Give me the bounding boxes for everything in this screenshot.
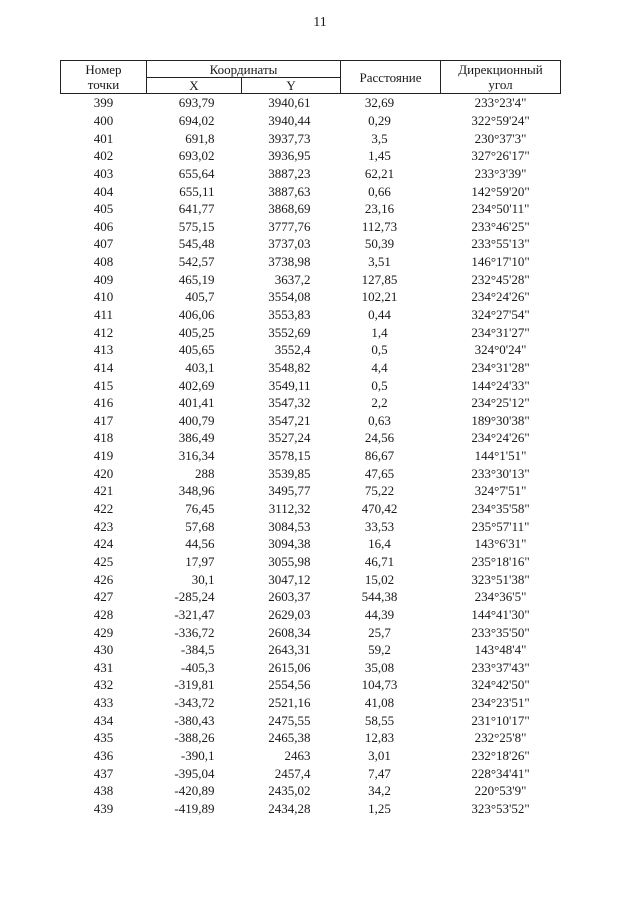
table-row [61,306,561,324]
header-y: Y [242,78,341,94]
cell-distance: 59,2 [368,642,391,658]
cell-y: 2629,03 [268,606,311,622]
cell-bearing: 234°24'26" [471,289,530,305]
cell-point-number: 427 [93,589,114,605]
table-row [61,588,561,606]
cell-y: 3940,44 [268,112,311,128]
cell-bearing: 144°24'33" [471,377,530,393]
cell-bearing: 234°35'58" [471,501,530,517]
cell-x: 693,02 [178,148,215,164]
cell-distance: 15,02 [364,571,395,587]
table-row [61,676,561,694]
table-row [61,165,561,183]
cell-x: 400,79 [178,412,215,428]
table-row [61,464,561,482]
cell-x: 405,25 [178,324,215,340]
cell-bearing: 233°35'50" [471,624,530,640]
cell-y: 2643,31 [268,642,311,658]
table-row [61,570,561,588]
table-row [61,376,561,394]
table-row [61,288,561,306]
cell-x: 57,68 [185,518,215,534]
cell-point-number: 429 [93,624,114,640]
cell-distance: 34,2 [368,783,391,799]
cell-distance: 32,69 [364,95,395,111]
cell-x: -420,89 [174,783,215,799]
cell-x: 401,41 [178,395,215,411]
cell-y: 3777,76 [268,218,311,234]
cell-bearing: 144°1'51" [474,448,527,464]
cell-distance: 102,21 [361,289,398,305]
cell-bearing: 233°46'25" [471,218,530,234]
cell-point-number: 439 [93,800,114,816]
cell-distance: 112,73 [361,218,398,234]
table-row [61,500,561,518]
cell-bearing: 232°18'26" [471,748,530,764]
cell-bearing: 233°37'43" [471,659,530,675]
cell-point-number: 418 [93,430,114,446]
header-bearing [441,61,561,94]
cell-y: 3553,83 [268,307,311,322]
cell-x: 386,49 [178,430,215,446]
cell-bearing: 323°53'52" [471,800,530,816]
cell-point-number: 434 [93,712,114,728]
cell-bearing: 189°30'38" [471,412,530,428]
cell-point-number: 411 [93,307,114,322]
cell-point-number: 402 [93,148,114,164]
cell-point-number: 428 [93,606,114,622]
cell-y: 2603,37 [268,589,311,605]
cell-y: 3578,15 [268,448,311,464]
table-row [61,341,561,359]
cell-y: 3547,32 [268,395,311,411]
cell-distance: 35,08 [364,659,395,675]
cell-bearing: 324°0'24" [474,342,527,358]
table-row [61,729,561,747]
cell-y: 2554,56 [268,677,311,693]
cell-distance: 46,71 [364,553,395,569]
cell-bearing: 232°25'8" [474,730,527,746]
table-row [61,764,561,782]
cell-y: 2608,34 [268,624,311,640]
cell-x: 405,7 [185,289,215,305]
cell-y: 3548,82 [268,359,311,375]
cell-point-number: 413 [93,342,114,358]
cell-y: 2463 [284,748,311,764]
cell-point-number: 433 [93,695,114,711]
cell-x: -388,26 [174,730,215,746]
cell-x: -419,89 [174,800,215,816]
table-row [61,747,561,765]
cell-distance: 3,51 [368,254,391,270]
cell-distance: 86,67 [364,448,395,464]
cell-distance: 104,73 [361,677,398,693]
cell-y: 3539,85 [268,465,311,481]
cell-point-number: 412 [93,324,114,340]
cell-point-number: 415 [93,377,114,393]
cell-point-number: 438 [93,783,114,799]
cell-bearing: 233°23'4" [474,95,527,111]
cell-point-number: 430 [93,642,114,658]
table-row [61,641,561,659]
cell-y: 2457,4 [274,765,311,781]
table-row [61,253,561,271]
table-row [61,694,561,712]
cell-x: 288 [195,465,215,481]
table-row [61,235,561,253]
cell-point-number: 421 [93,483,114,499]
cell-point-number: 403 [93,165,114,181]
cell-x: 575,15 [178,218,215,234]
table-row [61,359,561,377]
cell-point-number: 417 [93,412,114,428]
cell-point-number: 406 [93,218,114,234]
cell-y: 3554,08 [268,289,311,305]
cell-distance: 24,56 [364,430,395,446]
cell-point-number: 416 [93,395,114,411]
cell-point-number: 414 [93,359,114,375]
cell-x: 17,97 [185,553,215,569]
cell-y: 2615,06 [268,659,311,675]
cell-x: -380,43 [174,712,215,728]
cell-bearing: 233°30'13" [471,465,530,481]
cell-distance: 7,47 [368,765,391,781]
cell-point-number: 407 [93,236,114,252]
cell-distance: 44,39 [364,606,395,622]
cell-y: 2434,28 [268,800,311,816]
cell-y: 3868,69 [268,201,311,217]
table-row [61,553,561,571]
table-row [61,535,561,553]
cell-y: 3495,77 [268,483,311,499]
cell-bearing: 233°3'39" [474,165,527,181]
cell-x: 403,1 [185,359,215,375]
cell-y: 2435,02 [268,783,311,799]
cell-point-number: 437 [93,765,114,781]
cell-distance: 23,16 [364,201,395,217]
cell-bearing: 324°42'50" [471,677,530,693]
cell-point-number: 422 [93,501,114,517]
table-row [61,394,561,412]
cell-distance: 33,53 [364,518,395,534]
cell-y: 3936,95 [268,148,311,164]
cell-x: 405,65 [178,342,215,358]
cell-point-number: 432 [93,677,114,693]
cell-point-number: 436 [93,748,114,764]
cell-y: 3094,38 [268,536,311,552]
cell-x: 44,56 [185,536,215,552]
cell-bearing: 322°59'24" [471,112,530,128]
cell-y: 3737,03 [268,236,311,252]
cell-bearing: 324°7'51" [474,483,527,499]
cell-distance: 41,08 [364,695,395,711]
cell-distance: 16,4 [368,536,391,552]
table-row [61,200,561,218]
table-row [61,447,561,465]
cell-y: 3084,53 [268,518,311,534]
cell-y: 3112,32 [268,501,311,517]
header-point-number [61,61,147,94]
table-row [61,517,561,535]
cell-distance: 0,44 [368,307,391,322]
header-bearing-line2: угол [488,77,513,92]
cell-bearing: 235°18'16" [471,553,530,569]
cell-point-number: 431 [93,659,114,675]
table-body [61,94,561,818]
cell-x: -285,24 [174,589,215,605]
cell-x: 694,02 [178,112,215,128]
cell-y: 3047,12 [268,571,311,587]
table-row [61,711,561,729]
cell-distance: 12,83 [364,730,395,746]
cell-x: 693,79 [178,95,215,111]
cell-y: 2521,16 [268,695,311,711]
table-row [61,217,561,235]
cell-x: -395,04 [174,765,215,781]
cell-x: 348,96 [178,483,215,499]
cell-distance: 75,22 [364,483,395,499]
cell-point-number: 408 [93,254,114,270]
table-row [61,270,561,288]
cell-bearing: 234°36'5" [474,589,527,605]
cell-bearing: 232°45'28" [471,271,530,287]
cell-point-number: 410 [93,289,114,305]
cell-point-number: 401 [93,130,114,146]
cell-point-number: 423 [93,518,114,534]
cell-x: 30,1 [191,571,215,587]
cell-bearing: 234°50'11" [471,201,530,217]
table-header [61,61,561,94]
cell-x: 655,11 [179,183,215,199]
cell-y: 3940,61 [268,95,311,111]
cell-distance: 25,7 [368,624,391,640]
cell-y: 3055,98 [268,553,311,569]
cell-y: 3552,69 [268,324,311,340]
cell-point-number: 426 [93,571,114,587]
cell-x: 465,19 [178,271,215,287]
cell-y: 3937,73 [268,130,311,146]
cell-distance: 0,5 [371,377,388,393]
header-distance: Расстояние [341,61,441,94]
cell-x: 406,06 [178,307,215,322]
cell-bearing: 234°23'51" [471,695,530,711]
cell-x: 402,69 [178,377,215,393]
cell-point-number: 419 [93,448,114,464]
table-row [61,147,561,165]
cell-x: -384,5 [180,642,215,658]
cell-x: -343,72 [174,695,215,711]
cell-x: 655,64 [178,165,215,181]
cell-x: 76,45 [185,501,215,517]
cell-bearing: 146°17'10" [471,254,530,270]
cell-distance: 0,29 [368,112,391,128]
cell-y: 3637,2 [274,271,311,287]
cell-distance: 0,63 [368,412,391,428]
cell-distance: 544,38 [361,589,398,605]
cell-point-number: 420 [93,465,114,481]
header-point-number-line2: точки [87,77,120,92]
cell-point-number: 399 [93,95,114,111]
cell-bearing: 235°57'11" [471,518,530,534]
table-row [61,482,561,500]
cell-point-number: 425 [93,553,114,569]
cell-distance: 1,45 [368,148,391,164]
cell-x: 316,34 [178,448,215,464]
cell-x: -405,3 [180,659,215,675]
page-number: 11 [313,15,327,30]
cell-x: 545,48 [178,236,215,252]
table-row [61,323,561,341]
cell-bearing: 143°48'4" [474,642,527,658]
cell-point-number: 405 [93,201,114,217]
cell-distance: 127,85 [361,271,398,287]
table-row [61,606,561,624]
cell-y: 3887,63 [268,183,311,199]
cell-x: -319,81 [174,677,215,693]
cell-y: 3887,23 [268,165,311,181]
cell-distance: 0,66 [368,183,391,199]
cell-x: 691,8 [185,130,215,146]
cell-bearing: 324°27'54" [471,307,530,322]
cell-distance: 50,39 [364,236,395,252]
header-x: X [147,78,242,94]
cell-bearing: 234°24'26" [471,430,530,446]
cell-x: -321,47 [174,606,215,622]
cell-x: -336,72 [174,624,215,640]
cell-x: 641,77 [178,201,215,217]
header-point-number-line1: Номер [85,62,122,77]
cell-bearing: 230°37'3" [474,130,527,146]
cell-x: 542,57 [178,254,215,270]
cell-point-number: 409 [93,271,114,287]
cell-distance: 3,5 [371,130,388,146]
cell-point-number: 404 [93,183,114,199]
cell-point-number: 435 [93,730,114,746]
cell-bearing: 234°25'12" [471,395,530,411]
table-row [61,659,561,677]
cell-bearing: 228°34'41" [471,765,530,781]
header-bearing-line1: Дирекционный [458,62,543,77]
cell-distance: 1,4 [371,324,388,340]
cell-y: 3552,4 [274,342,311,358]
cell-bearing: 220°53'9" [474,783,527,799]
cell-distance: 62,21 [364,165,395,181]
cell-y: 3738,98 [268,254,311,270]
cell-y: 2475,55 [268,712,311,728]
table-row [61,182,561,200]
cell-distance: 0,5 [371,342,388,358]
cell-x: -390,1 [180,748,215,764]
cell-point-number: 400 [93,112,114,128]
table-row [61,129,561,147]
cell-bearing: 142°59'20" [471,183,530,199]
cell-bearing: 234°31'27" [471,324,530,340]
cell-distance: 1,25 [368,800,391,816]
cell-bearing: 144°41'30" [471,606,530,622]
cell-distance: 4,4 [371,359,388,375]
cell-y: 3547,21 [268,412,311,428]
cell-y: 2465,38 [268,730,311,746]
cell-distance: 470,42 [361,501,398,517]
cell-y: 3549,11 [268,377,311,393]
cell-distance: 47,65 [364,465,395,481]
table-row [61,623,561,641]
cell-y: 3527,24 [268,430,311,446]
table-row [61,412,561,430]
cell-bearing: 143°6'31" [474,536,527,552]
header-coordinates: Координаты [147,61,341,78]
cell-distance: 58,55 [364,712,395,728]
cell-distance: 2,2 [371,395,388,411]
table-row [61,112,561,130]
table-row [61,429,561,447]
table-row [61,782,561,800]
cell-bearing: 231°10'17" [471,712,530,728]
cell-point-number: 424 [93,536,114,552]
cell-bearing: 327°26'17" [471,148,530,164]
cell-distance: 3,01 [368,748,391,764]
cell-bearing: 234°31'28" [471,359,530,375]
cell-bearing: 233°55'13" [471,236,530,252]
coordinates-table [60,60,561,817]
table-row [61,800,561,818]
cell-bearing: 323°51'38" [471,571,530,587]
table-row [61,94,561,112]
